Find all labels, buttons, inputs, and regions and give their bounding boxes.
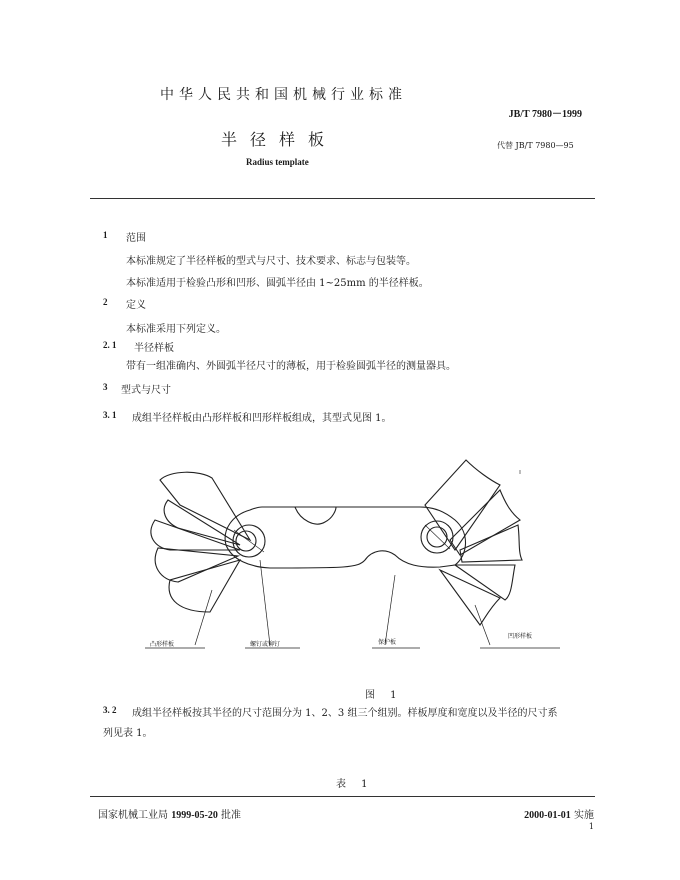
replaces-note: 代替 JB/T 7980—95 — [497, 141, 574, 150]
table-caption: 表 1 — [336, 779, 374, 790]
section-2-1-number: 2. 1 — [103, 340, 117, 350]
standard-org-title: 中华人民共和国机械行业标准 — [160, 87, 407, 103]
footer-issuer: 国家机械工业局 — [98, 810, 168, 821]
section-3-title: 型式与尺寸 — [121, 385, 171, 396]
leader-guard — [385, 575, 395, 645]
section-1-para-1: 本标准规定了半径样板的型式与尺寸、技术要求、标志与包装等。 — [126, 256, 416, 267]
label-concave-template: 凹形样板 — [508, 633, 533, 640]
concave-blade-1 — [425, 460, 500, 550]
section-3-1-text: 成组半径样板由凸形样板和凹形样板组成，其型式见图 1。 — [132, 413, 392, 424]
section-2-para-1: 本标准采用下列定义。 — [126, 324, 226, 335]
document-title-en: Radius template — [246, 157, 309, 167]
section-3-2-line-1: 成组半径样板按其半径的尺寸范围分为 1、2、3 组三个组别。样板厚度和宽度以及半径的尺寸系 — [132, 708, 558, 719]
label-screw-rivet: 螺钉或铆钉 — [250, 641, 281, 648]
footer-impl-word: 实施 — [574, 810, 594, 821]
convex-blade-2 — [164, 500, 240, 545]
footer-impl-date: 2000-01-01 — [524, 810, 571, 821]
footer-approval — [98, 806, 241, 821]
convex-blade-4 — [155, 548, 238, 582]
section-2-number: 2 — [103, 297, 108, 307]
convex-blade-5 — [169, 560, 240, 612]
concave-blade-4 — [455, 565, 515, 600]
section-3-number: 3 — [103, 382, 108, 392]
footer-divider — [90, 796, 595, 797]
convex-blade-1 — [160, 472, 250, 540]
section-3-2-number: 3. 2 — [103, 705, 117, 715]
section-1-para-2: 本标准适用于检验凸形和凹形、圆弧半径由 1~25mm 的半径样板。 — [126, 278, 429, 289]
label-guard-plate: 保护板 — [378, 639, 397, 646]
footer-implementation — [524, 806, 594, 821]
leader-concave — [475, 605, 490, 645]
section-2-1-para-1: 带有一组准确内、外圆弧半径尺寸的薄板，用于检验圆弧半径的测量器具。 — [126, 361, 456, 372]
label-convex-template: 凸形样板 — [150, 641, 175, 648]
section-2-title: 定义 — [126, 300, 146, 311]
section-1-number: 1 — [103, 230, 108, 240]
standard-code: JB/T 7980－1999 — [508, 109, 582, 120]
leader-convex — [195, 590, 212, 645]
footer-approve-word: 批准 — [221, 810, 242, 821]
center-line-left — [234, 530, 264, 552]
leader-screw — [260, 560, 270, 645]
section-3-1-number: 3. 1 — [103, 410, 117, 420]
concave-blade-3 — [460, 525, 522, 562]
concave-blade-2 — [450, 490, 520, 555]
concave-blade-5 — [440, 570, 500, 625]
figure-caption: 图 1 — [365, 690, 403, 701]
section-3-2-line-2: 列见表 1。 — [103, 728, 153, 739]
guard-plate-notch — [295, 507, 336, 524]
guard-plate — [225, 507, 465, 568]
section-1-title: 范围 — [126, 233, 146, 244]
footer-approve-date: 1999-05-20 — [171, 810, 218, 821]
page-number: 1 — [588, 822, 594, 831]
document-title-cn: 半径样板 — [221, 130, 338, 149]
section-2-1-title: 半径样板 — [134, 343, 174, 354]
